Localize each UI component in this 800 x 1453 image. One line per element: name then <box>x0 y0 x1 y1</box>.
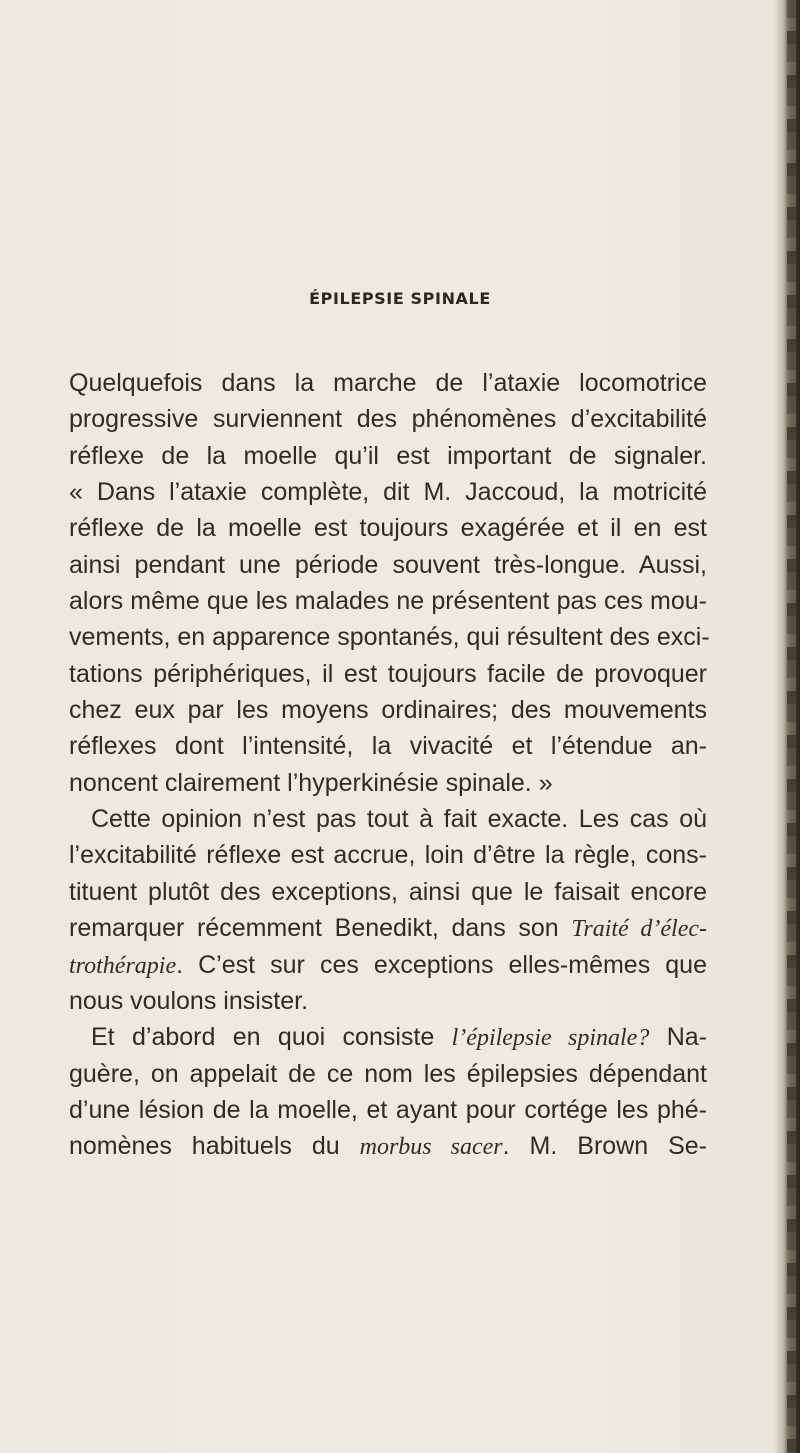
text-line: réflexe de la moelle est toujours exagérée et il en est <box>69 514 707 543</box>
text-line: Quelquefois dans la marche de l’ataxie locomotrice <box>69 369 707 397</box>
text-line: vements, en apparence spontanés, qui résultent des exci- <box>69 623 710 652</box>
text-line: d’une lésion de la moelle, et ayant pour cortége les phé- <box>69 1095 707 1124</box>
text-line <box>69 1128 707 1164</box>
text-line: réflexe de la moelle qu’il est important de signaler. <box>69 441 707 470</box>
text-line: progressive surviennent des phénomènes d’excitabilité <box>69 405 707 434</box>
italic-term: l’épilepsie spinale? <box>451 1025 650 1052</box>
text-line: « Dans l’ataxie complète, dit M. Jaccoud, la motricité <box>69 478 707 507</box>
body-text <box>69 365 710 1165</box>
text-line: l’excitabilité réflexe est accrue, loin d’être la règle, cons- <box>69 841 707 870</box>
text-run: Na- <box>649 1023 707 1052</box>
text-run: Et d’abord en quoi consiste <box>91 1023 452 1052</box>
text-line <box>69 1019 707 1055</box>
text-line: nous voulons insister. <box>69 986 309 1015</box>
text-line: tations périphériques, il est toujours facile de provoquer <box>69 659 707 688</box>
text-line: ainsi pendant une période souvent très-longue. Aussi, <box>69 550 707 579</box>
italic-title: trothérapie <box>69 952 177 979</box>
text-line: noncent clairement l’hyperkinésie spinale. » <box>69 768 553 797</box>
text-line: tituent plutôt des exceptions, ainsi que le faisait encore <box>69 877 707 906</box>
text-run: nomènes habituels du <box>69 1132 360 1161</box>
text-line <box>69 910 707 946</box>
italic-term: morbus sacer <box>359 1134 503 1161</box>
text-run: . C’est sur ces exceptions elles-mêmes que <box>176 950 707 979</box>
text-line: guère, on appelait de ce nom les épilepsies dépendant <box>69 1059 707 1088</box>
text-line: chez eux par les moyens ordinaires; des mouvements <box>69 696 707 725</box>
book-edge-strip <box>787 0 796 1453</box>
running-head: ÉPILEPSIE SPINALE <box>309 289 491 308</box>
text-run: . M. Brown Se- <box>502 1132 707 1161</box>
text-run: remarquer récemment Benedikt, dans son <box>69 914 572 943</box>
text-line: réflexes dont l’intensité, la vivacité et l’étendue an- <box>69 732 707 761</box>
italic-title: Traité d’élec- <box>571 916 708 943</box>
text-line: alors même que les malades ne présentent pas ces mou- <box>69 587 707 616</box>
text-line <box>69 947 707 983</box>
text-line: Cette opinion n’est pas tout à fait exacte. Les cas où <box>91 805 707 834</box>
